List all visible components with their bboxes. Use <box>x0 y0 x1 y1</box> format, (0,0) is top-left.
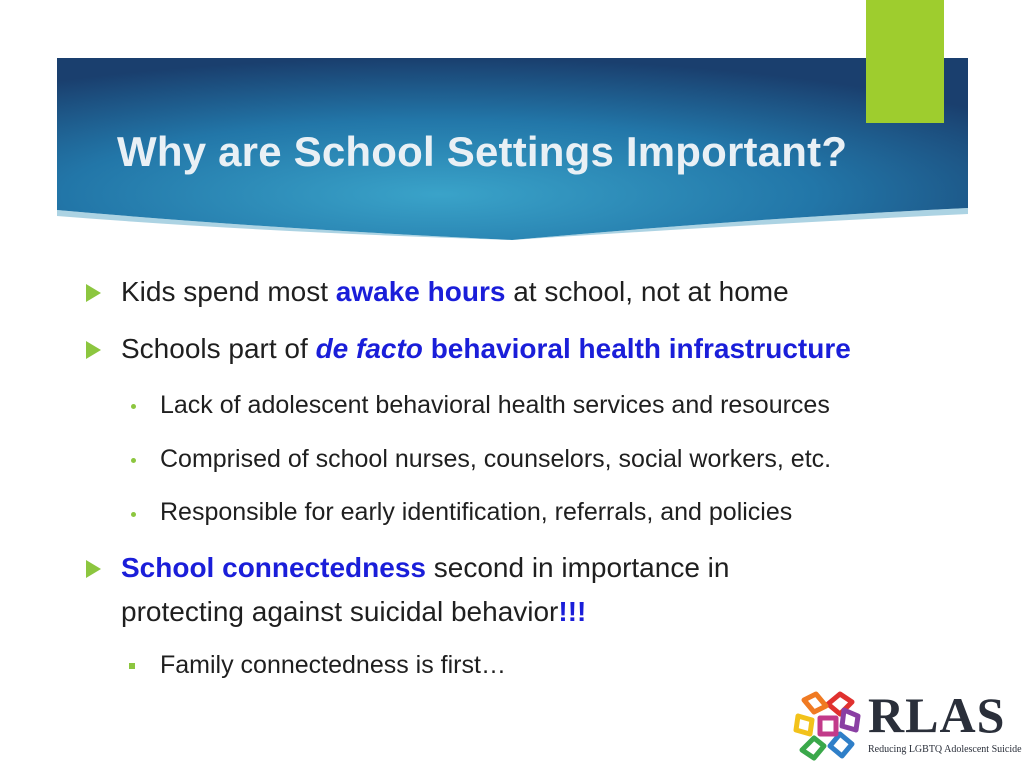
sub-bullet-dot-icon <box>131 512 136 517</box>
slide-title: Why are School Settings Important? <box>117 128 848 175</box>
sub-bullet-dot-icon <box>131 458 136 463</box>
sub-bullet-1: Lack of adolescent behavioral health services and resources <box>160 391 830 419</box>
bullet-2: Schools part of de facto behavioral health infrastructure <box>121 333 851 364</box>
sub-bullet-square-icon <box>129 663 135 669</box>
sub-bullet-dot-icon <box>131 404 136 409</box>
bullet-arrow-icon <box>86 284 101 302</box>
logo-name: RLAS <box>868 687 1006 743</box>
interlocking-hearts-icon <box>790 690 866 762</box>
logo-tagline: Reducing LGBTQ Adolescent Suicide <box>868 744 1022 755</box>
sub-bullet-family: Family connectedness is first… <box>160 651 506 679</box>
bullet-1: Kids spend most awake hours at school, not at home <box>121 276 789 307</box>
bullet-3-line-1: School connectedness second in importance in <box>121 552 730 583</box>
bullet-arrow-icon <box>86 560 101 578</box>
bullet-arrow-icon <box>86 341 101 359</box>
sub-bullet-2: Comprised of school nurses, counselors, social workers, etc. <box>160 445 832 473</box>
sub-bullet-3: Responsible for early identification, referrals, and policies <box>160 498 793 526</box>
bullet-3-line-2: protecting against suicidal behavior!!! <box>121 596 587 627</box>
